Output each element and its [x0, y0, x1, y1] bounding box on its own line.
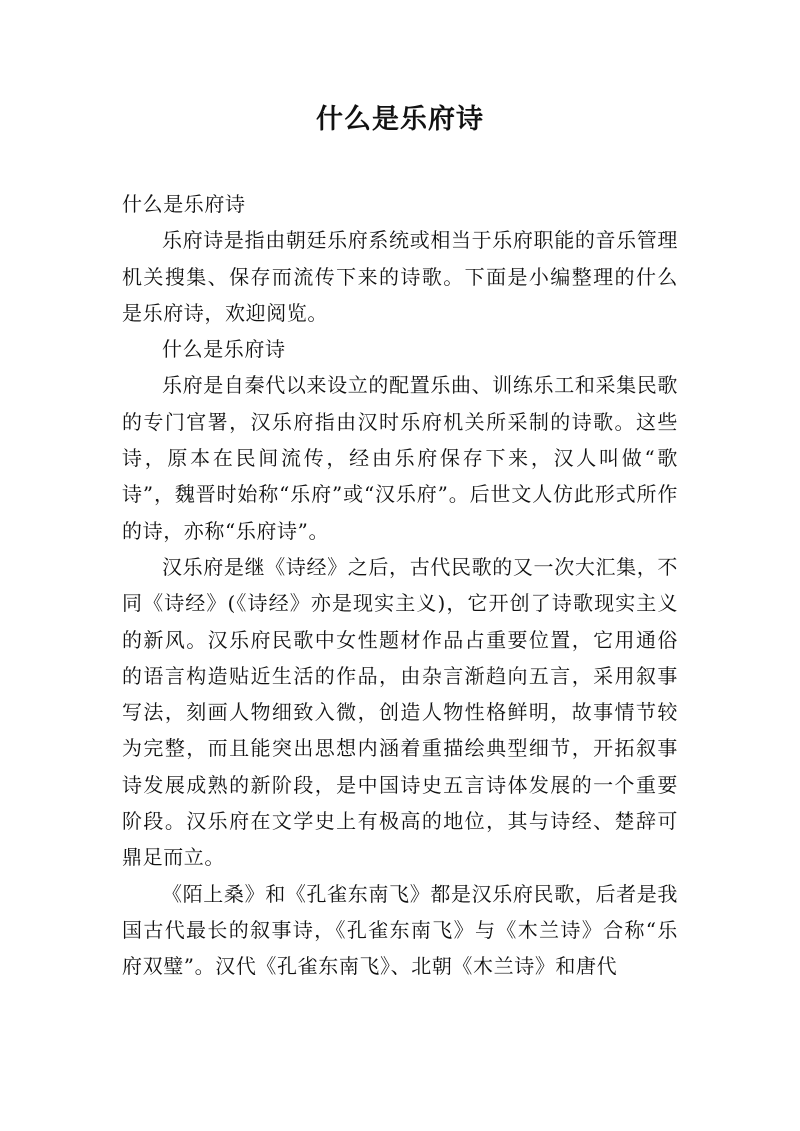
- body-paragraph: 《陌上桑》和《孔雀东南飞》都是汉乐府民歌，后者是我国古代最长的叙事诗，《孔雀东南飞》与《木兰诗》合称“乐府双璧”。汉代《孔雀东南飞》、北朝《木兰诗》和唐代: [122, 881, 678, 979]
- subheading: 什么是乐府诗: [122, 192, 246, 216]
- intro-paragraph: 乐府诗是指由朝廷乐府系统或相当于乐府职能的音乐管理机关搜集、保存而流传下来的诗歌。下面是小编整理的什么是乐府诗，欢迎阅览。: [122, 228, 678, 325]
- body-paragraph: 乐府是自秦代以来设立的配置乐曲、训练乐工和采集民歌的专门官署，汉乐府指由汉时乐府机关所采制的诗歌。这些诗，原本在民间流传，经由乐府保存下来，汉人叫做“歌诗”，魏晋时始称“乐府”或“汉乐府”。后世文人仿此形式所作的诗，亦称“乐府诗”。: [122, 373, 678, 543]
- document-title: 什么是乐府诗: [316, 104, 484, 135]
- document-body: [122, 186, 678, 985]
- body-paragraph: 汉乐府是继《诗经》之后，古代民歌的又一次大汇集，不同《诗经》(《诗经》亦是现实主义)，它开创了诗歌现实主义的新风。汉乐府民歌中女性题材作品占重要位置，它用通俗的语言构造贴近生活的作品，由杂言渐趋向五言，采用叙事写法，刻画人物细致入微，创造人物性格鲜明，故事情节较为完整，而且能突出思想内涵着重描绘典型细节，开拓叙事诗发展成熟的新阶段，是中国诗史五言诗体发展的一个重要阶段。汉乐府在文学史上有极高的地位，其与诗经、楚辞可鼎足而立。: [122, 554, 678, 870]
- section-heading: 什么是乐府诗: [162, 337, 286, 362]
